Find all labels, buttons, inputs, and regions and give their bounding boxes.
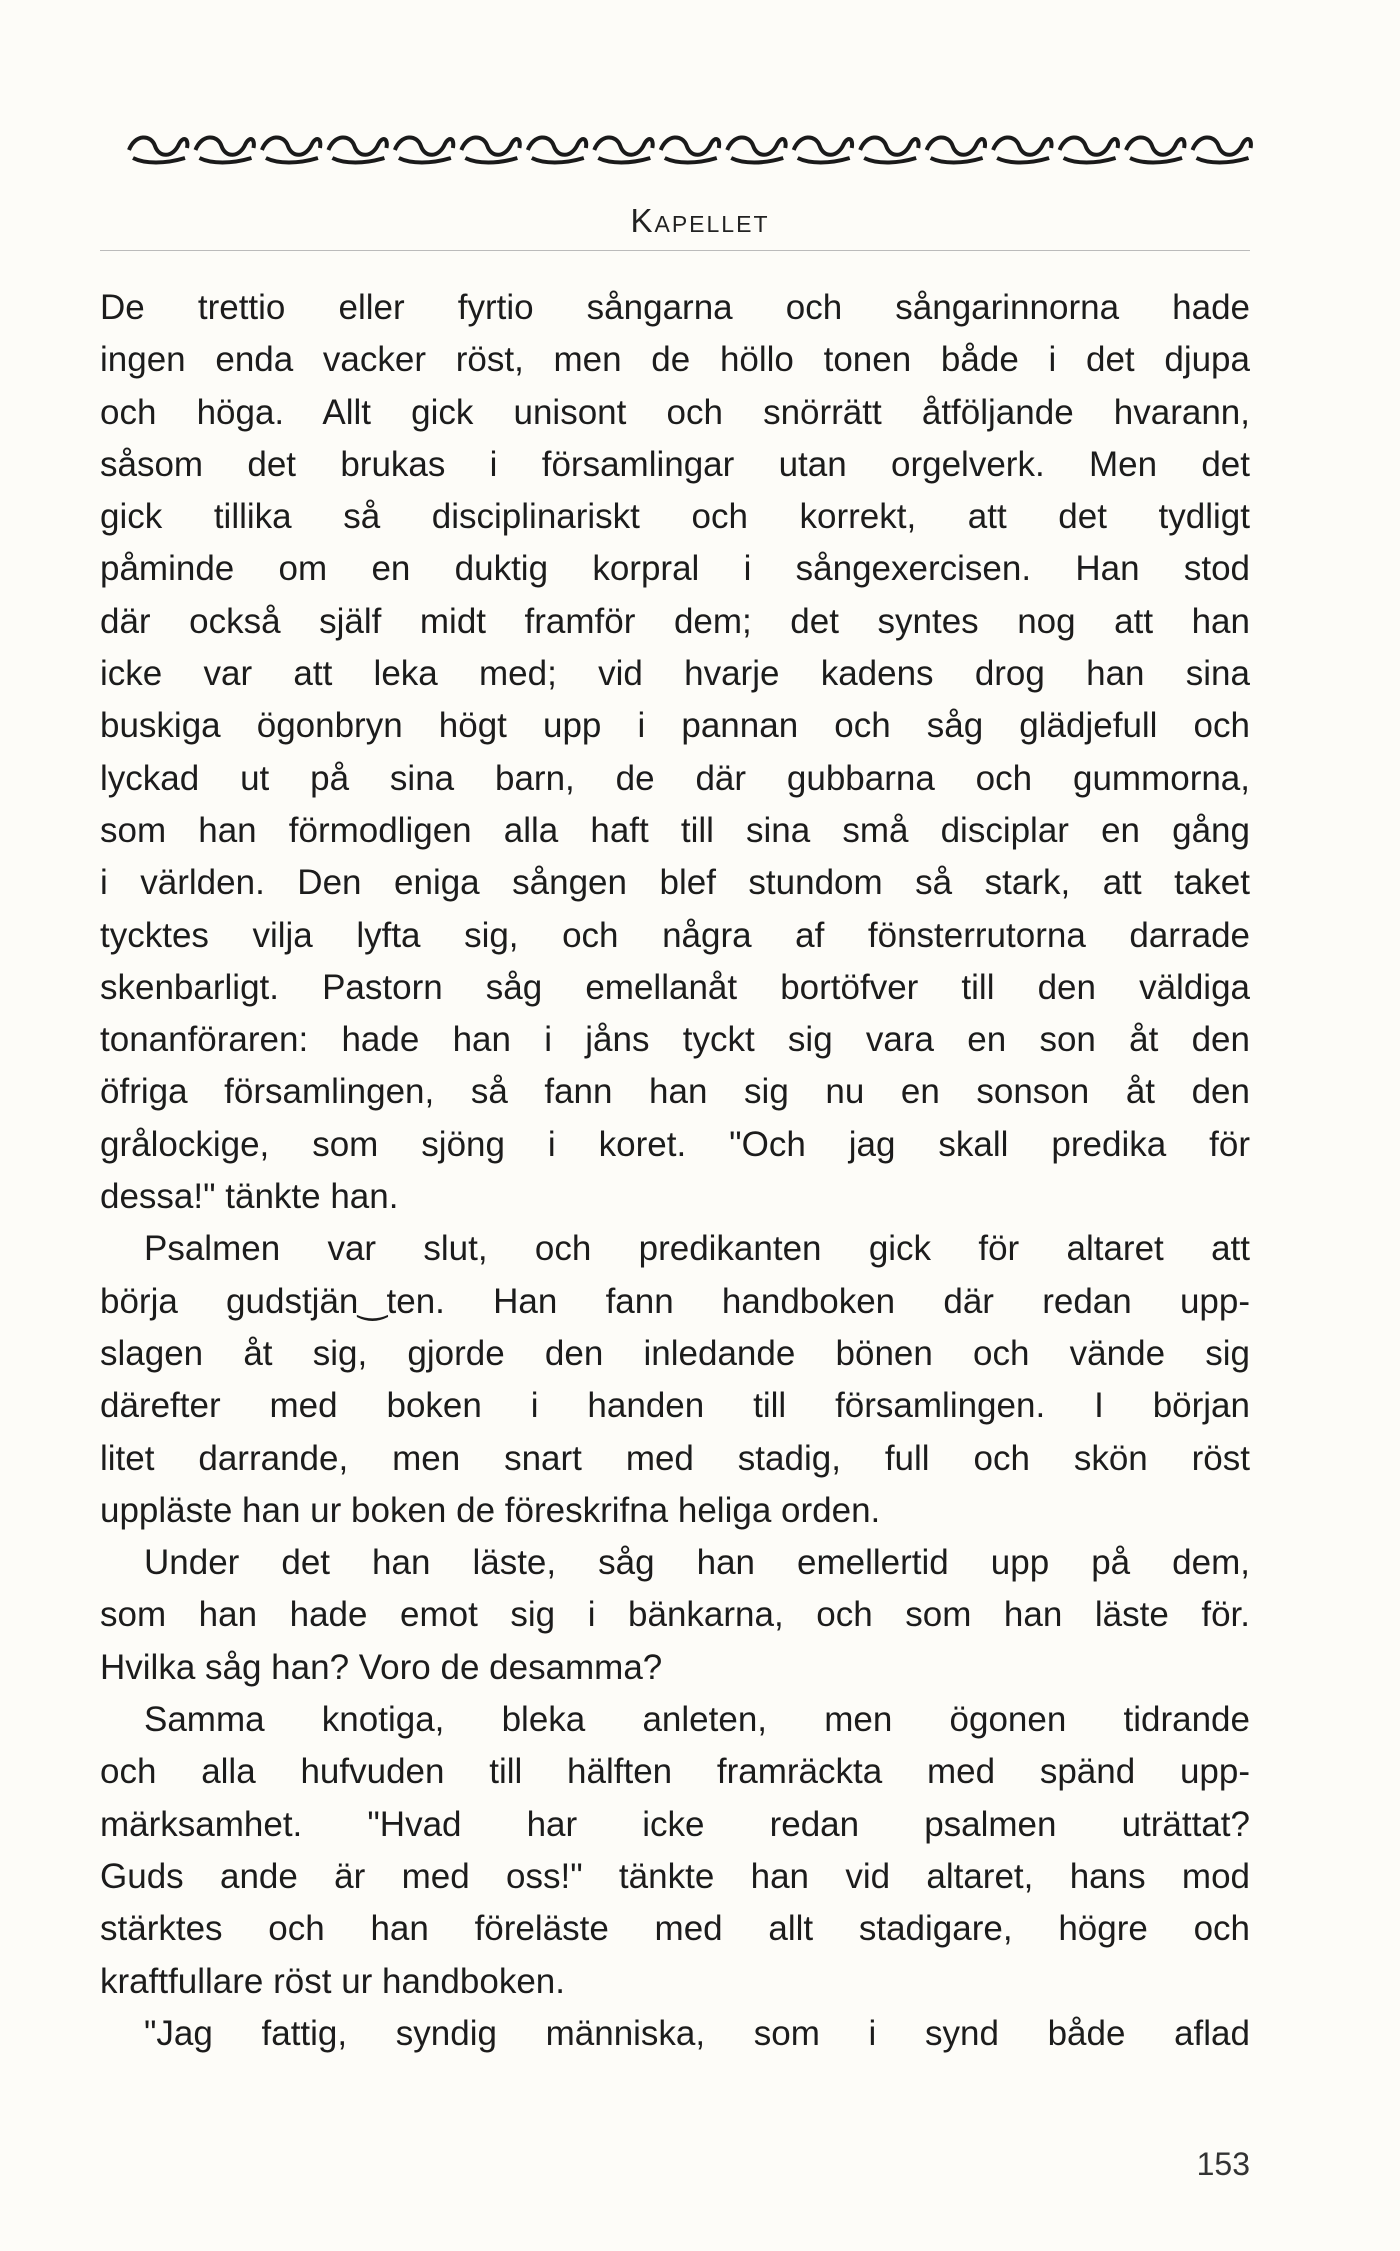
text-line: gick tillika så disciplinariskt och korrekt, att det tydligt	[100, 497, 1250, 537]
text-line: icke var att leka med; vid hvarje kadens drog han sina	[100, 654, 1250, 694]
text-line: Under det han läste, såg han emellertid upp på dem,	[144, 1543, 1250, 1583]
text-line: grålockige, som sjöng i koret. "Och jag skall predika för	[100, 1124, 1250, 1164]
text-line: Samma knotiga, bleka anleten, men ögonen tidrande	[144, 1700, 1250, 1740]
page-number: 153	[1196, 2146, 1250, 2182]
text-line: som han hade emot sig i bänkarna, och som han läste för.	[100, 1595, 1250, 1635]
text-line: litet darrande, men snart med stadig, full och skön röst	[100, 1438, 1250, 1478]
text-line: därefter med boken i handen till församlingen. I början	[100, 1386, 1250, 1426]
text-line: skenbarligt. Pastorn såg emellanåt bortöfver till den väldiga	[100, 967, 1250, 1007]
text-line: som han förmodligen alla haft till sina små disciplar en gång	[100, 810, 1250, 850]
text-line: Hvilka såg han? Voro de desamma?	[100, 1647, 663, 1687]
text-line: buskiga ögonbryn högt upp i pannan och såg glädjefull och	[100, 706, 1250, 746]
text-line: uppläste han ur boken de föreskrifna heliga orden.	[100, 1490, 881, 1530]
text-line: märksamhet. "Hvad har icke redan psalmen uträttat?	[100, 1804, 1250, 1844]
body-text	[100, 282, 1250, 2060]
text-line: börja gudstjän‿ten. Han fann handboken där redan upp-	[100, 1281, 1250, 1321]
text-line: slagen åt sig, gjorde den inledande bönen och vände sig	[100, 1333, 1250, 1373]
text-line: påminde om en duktig korpral i sångexercisen. Han stod	[100, 549, 1250, 589]
text-line: "Jag fattig, syndig människa, som i synd både aflad	[144, 2013, 1250, 2053]
text-line: Psalmen var slut, och predikanten gick för altaret att	[144, 1229, 1250, 1269]
text-line: och höga. Allt gick unisont och snörrätt åtföljande hvarann,	[100, 392, 1250, 432]
text-line: stärktes och han föreläste med allt stadigare, högre och	[100, 1909, 1250, 1949]
text-line: tonanföraren: hade han i jåns tyckt sig vara en son åt den	[100, 1020, 1250, 1060]
text-line: De trettio eller fyrtio sångarna och sångarinnorna hade	[100, 288, 1250, 327]
text-line: öfriga församlingen, så fann han sig nu en sonson åt den	[100, 1072, 1250, 1112]
text-line: kraftfullare röst ur handboken.	[100, 1961, 565, 2001]
header-rule	[100, 250, 1250, 251]
text-line: dessa!" tänkte han.	[100, 1177, 399, 1217]
running-head: Kapellet	[630, 202, 770, 239]
text-line: där också själf midt framför dem; det syntes nog att han	[100, 601, 1250, 641]
text-line: ingen enda vacker röst, men de höllo tonen både i det djupa	[100, 340, 1250, 380]
text-line: såsom det brukas i församlingar utan orgelverk. Men det	[100, 444, 1250, 484]
text-line: tycktes vilja lyfta sig, och några af fönsterrutorna darrade	[100, 915, 1250, 955]
text-line: Guds ande är med oss!" tänkte han vid altaret, hans mod	[100, 1856, 1250, 1896]
text-line: i världen. Den eniga sången blef stundom så stark, att taket	[100, 863, 1250, 903]
text-line: och alla hufvuden till hälften framräckta med spänd upp-	[100, 1752, 1250, 1792]
text-line: lyckad ut på sina barn, de där gubbarna och gummorna,	[100, 758, 1250, 798]
decorative-ornament-band	[125, 128, 1255, 168]
